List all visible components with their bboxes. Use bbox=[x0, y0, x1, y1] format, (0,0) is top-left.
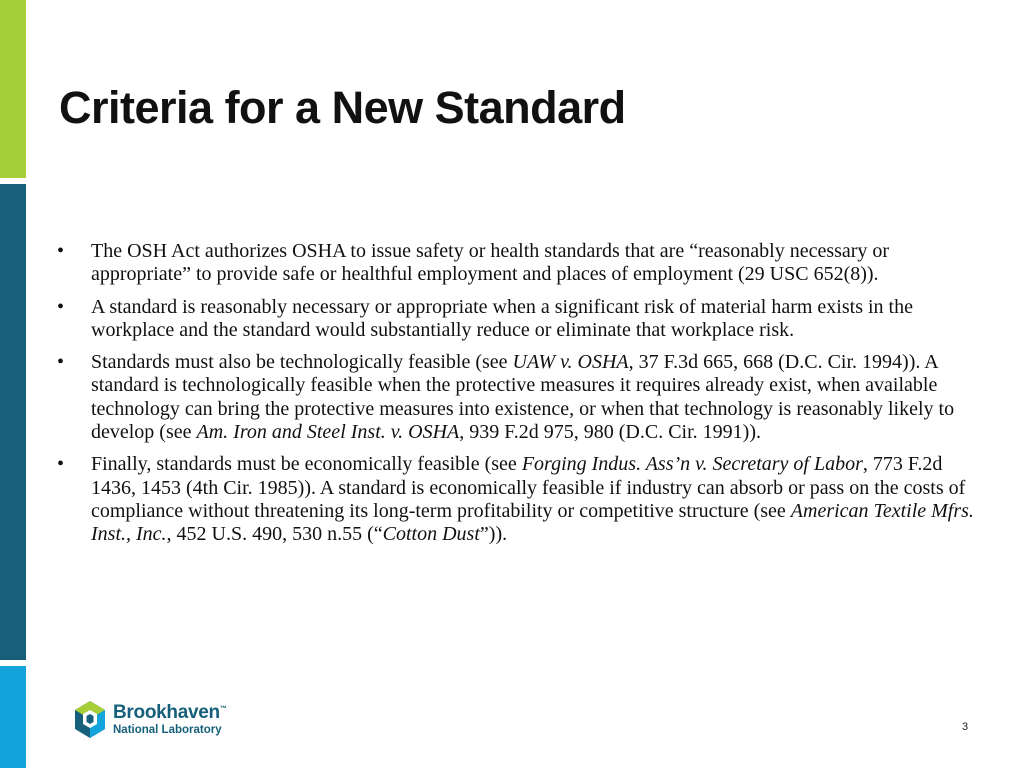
citation-italic: Forging Indus. Ass’n v. Secretary of Labor bbox=[521, 453, 863, 476]
sidebar-green-bar bbox=[0, 0, 26, 178]
text-segment: Standards must also be technologically feasible (see bbox=[91, 351, 513, 374]
bullet-list bbox=[57, 240, 977, 556]
bullet-text bbox=[91, 296, 977, 343]
bullet-marker: • bbox=[57, 351, 65, 374]
bullet-text bbox=[91, 351, 977, 444]
sidebar-accent bbox=[0, 0, 26, 768]
bullet-item bbox=[57, 351, 977, 444]
citation-italic: UAW v. OSHA bbox=[512, 351, 629, 374]
logo-name: Brookhaven™ bbox=[113, 702, 227, 723]
bullet-item bbox=[57, 453, 977, 546]
bullet-marker: • bbox=[57, 453, 65, 476]
text-segment: A standard is reasonably necessary or appropriate when a significant risk of material harm exists in the workplace and the standard would substantially reduce or eliminate that workplace risk. bbox=[91, 295, 913, 341]
text-segment: The OSH Act authorizes OSHA to issue safety or health standards that are “reasonably necessary or appropriate” to provide safe or healthful employment and places of employment (29 USC 652(8)). bbox=[91, 240, 890, 286]
text-segment: ”)). bbox=[479, 523, 508, 546]
bullet-item bbox=[57, 296, 977, 343]
text-segment: , 37 F.3d 665, 668 (D.C. Cir. 1994)). A standard is technologically feasible when the protective measures it requires already exist, when available technology can bring the protective measures into existence, or when that technology is reasonably likely to develop (see bbox=[91, 351, 955, 444]
sidebar-teal-bar bbox=[0, 184, 26, 660]
bullet-text bbox=[91, 453, 977, 546]
brookhaven-hexagon-icon bbox=[72, 699, 108, 741]
text-segment: Finally, standards must be economically feasible (see bbox=[91, 453, 522, 476]
bullet-item bbox=[57, 240, 977, 287]
slide-title: Criteria for a New Standard bbox=[59, 82, 626, 133]
text-segment: , 939 F.2d 975, 980 (D.C. Cir. 1991)). bbox=[459, 421, 761, 444]
bullet-text bbox=[91, 240, 977, 287]
citation-italic: Cotton Dust bbox=[382, 523, 480, 546]
citation-italic: Am. Iron and Steel Inst. v. OSHA bbox=[196, 421, 460, 444]
text-segment: , 773 F.2d 1436, 1453 (4th Cir. 1985)). A standard is economically feasible if industry can absorb or pass on the costs of compliance without threatening its long-term profitability or competitive structure (see bbox=[91, 453, 966, 522]
citation-italic: American Textile Mfrs. Inst., Inc. bbox=[91, 499, 974, 546]
logo-subtitle: National Laboratory bbox=[113, 724, 222, 736]
bullet-marker: • bbox=[57, 240, 65, 262]
sidebar-blue-bar bbox=[0, 666, 26, 768]
text-segment: , 452 U.S. 490, 530 n.55 (“ bbox=[166, 523, 383, 546]
bullet-marker: • bbox=[57, 295, 65, 318]
page-number: 3 bbox=[962, 721, 969, 733]
